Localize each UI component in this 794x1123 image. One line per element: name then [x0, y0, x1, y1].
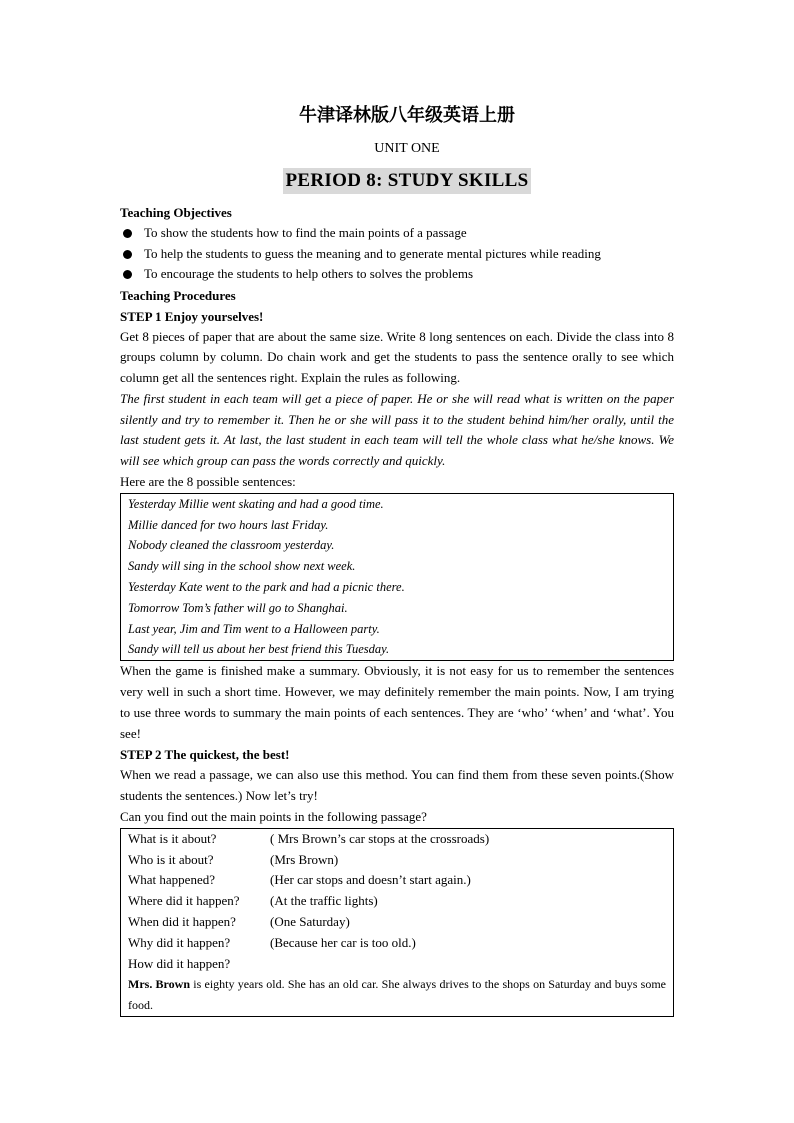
step1-paragraph: Get 8 pieces of paper that are about the same size. Write 8 long sentences on each. Divide the class into 8 groups column by column. Do chain work and get the students to pass the sentence orally to see which column get all the sentences right. Explain the rules as following.: [120, 328, 674, 386]
bullet-icon: [123, 270, 132, 279]
question-row: When did it happen? (One Saturday): [128, 914, 350, 930]
objective-item: To show the students how to find the main points of a passage: [120, 223, 674, 244]
step1-heading: STEP 1 Enjoy yourselves!: [120, 308, 264, 324]
sentence-line: Last year, Jim and Tim went to a Halloween party.: [128, 621, 380, 636]
sentence-line: Tomorrow Tom’s father will go to Shanghai.: [128, 600, 348, 615]
objective-item: To encourage the students to help others to solves the problems: [120, 264, 674, 285]
question-row: What happened? (Her car stops and doesn’t start again.): [128, 872, 471, 888]
step2-paragraph: When we read a passage, we can also use this method. You can find them from these seven points.(Show students the sentences.) Now let’s try!: [120, 767, 674, 804]
objectives-list: [120, 223, 674, 285]
sentences-box: [120, 493, 674, 661]
objective-item: To help the students to guess the meaning and to generate mental pictures while reading: [120, 244, 674, 265]
sentence-line: Nobody cleaned the classroom yesterday.: [128, 538, 335, 553]
objectives-heading: Teaching Objectives: [120, 205, 232, 220]
sentence-line: Sandy will sing in the school show next week.: [128, 559, 356, 574]
document-title: 牛津译林版八年级英语上册: [299, 105, 515, 126]
sentence-line: Yesterday Kate went to the park and had a picnic there.: [128, 580, 405, 595]
passage-name: Mrs. Brown: [128, 977, 191, 992]
passage-intro: Can you find out the main points in the following passage?: [120, 809, 427, 825]
sentences-intro: Here are the 8 possible sentences:: [120, 474, 296, 490]
question-row: What is it about? ( Mrs Brown’s car stops at the crossroads): [128, 830, 490, 846]
question-row: How did it happen?: [128, 955, 231, 971]
sentence-line: Millie danced for two hours last Friday.: [128, 517, 329, 532]
summary-paragraph: When the game is finished make a summary. Obviously, it is not easy for us to remember the sentences very well in such a short time. However, we may definitely remember the main points. Now, I am trying to use three words to summary the main points of each sentences. They are ‘who’ ‘when’ and ‘what’. You see!: [120, 663, 674, 741]
question-row: Who is it about? (Mrs Brown): [128, 851, 339, 867]
sentence-line: Yesterday Millie went skating and had a good time.: [128, 496, 384, 511]
bullet-icon: [123, 229, 132, 238]
sentence-line: Sandy will tell us about her best friend this Tuesday.: [128, 642, 390, 657]
period-heading: PERIOD 8: STUDY SKILLS: [283, 168, 532, 194]
step2-heading: STEP 2 The quickest, the best!: [120, 747, 290, 763]
procedures-heading: Teaching Procedures: [120, 287, 236, 303]
question-row: Where did it happen? (At the traffic lights): [128, 893, 378, 909]
step1-rules: The first student in each team will get a piece of paper. He or she will read what is written on the paper silently and try to remember it. Then he or she will pass it to the student behind him/her orally, until the last student gets it. At last, the last student in each team will tell the whole class what he/she knows. We will see which group can pass the words correctly and quickly.: [120, 390, 674, 469]
document-page: [120, 104, 674, 1017]
question-row: Why did it happen? (Because her car is too old.): [128, 934, 416, 950]
unit-label: UNIT ONE: [374, 141, 440, 156]
passage-text: Mrs. Brown is eighty years old. She has an old car. She always drives to the shops on Saturday and buys some food.: [128, 977, 666, 1013]
main-points-box: [120, 828, 674, 1017]
bullet-icon: [123, 250, 132, 259]
